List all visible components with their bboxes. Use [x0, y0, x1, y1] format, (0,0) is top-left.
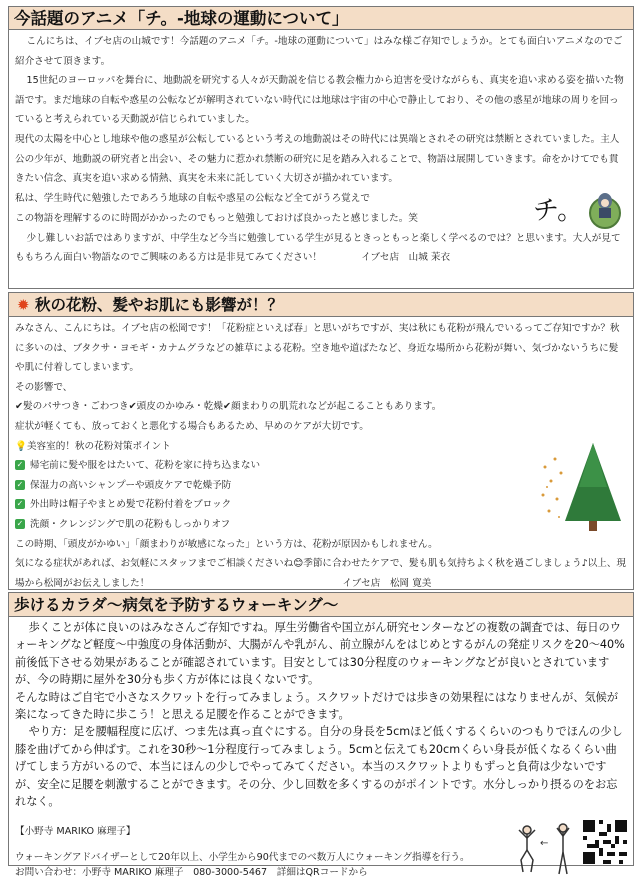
closing-paragraph: 気になる症状があれば、お気軽にスタッフまでご相談くださいね😊季節に合わせたケアで、髪も肌も気持ちよく秋を過ごしましょう♪以上、現場から松岡がお伝えしました！ イブセ店 松岡 寛美: [15, 558, 627, 589]
tips-heading: 💡美容室的！秋の花粉対策ポイント: [15, 440, 171, 452]
paragraph: やり方：足を腰幅程度に広げ、つま先は真っ直ぐにする。自分の身長を5cmほど低くするくらいのつもりでほんの少し膝を曲げてから伸ばす。これを30秒～1分程度行ってみましょう。5cmと伝えても20cmくらい身長が低くなるくらい曲げてしまう方がいるので、本当にほんの少しでやってみてください。本当のスクワットよりもずっと負荷は少ないですが、安全に足腰を刺激することができます。その分、少し回数を多くするのがポイントです。水分しっかり摂るのをお忘れなく。: [15, 725, 623, 809]
tip-item: ✓ 外出時は帽子やまとめ髪で花粉付着をブロック: [16, 499, 232, 511]
effects-list: ✔髪のパサつき・ごわつき✔頭皮のかゆみ・乾燥✔顔まわりの肌荒れなどが起こることもあります。: [15, 401, 442, 413]
profile-description: ウォーキングアドバイザーとして20年以上、小学生から90代までのべ数万人にウォーキング指導を行う。: [15, 851, 470, 863]
check-icon: ✓: [16, 479, 24, 489]
paragraph: 私は、学生時代に勉強したであろう地球の自転や惑星の公転など全てがうろ覚えで: [15, 193, 370, 205]
anime-logo: チ。: [533, 196, 584, 227]
paragraph: そんな時はご自宅で小さなスクワットを行ってみましょう。スクワットだけでは歩きの効果程にはなりませんが、気候が楽になってきた時に歩こう！と思える足腰を作ることができます。: [15, 690, 619, 722]
paragraph: この物語を理解するのに時間がかかったのでもっと勉強しておけば良かったと感じました。笑: [15, 212, 418, 224]
squat-illustration: [513, 820, 577, 880]
note: 症状が軽くても、放っておくと悪化する場合もあるため、早めのケアが大切です。: [15, 420, 369, 432]
paragraph: 歩くことが体に良いのはみなさんご存知ですね。厚生労働省や国立がん研究センターなどの複数の調査では、毎日のウォーキングなど軽度～中強度の身体活動が、大腸がんや乳がん、前立腺がんをはじめとするがんの発症リスクを20～40%前後低下させる効果があることが確認されています。目安としては30分程度のウォーキングなどが良いとされていますが、今の時期に屋外を30分も歩く方が体には良くないです。: [15, 621, 625, 687]
section-title: 歩けるカラダ～病気を予防するウォーキング～: [9, 593, 633, 617]
closing-text: 少し難しいお話ではありますが、中学生など今当に勉強している学生が見るときっともっと楽しく学べるのでは？と思います。大人が見てももちろん面白い物語なのでご興味のある方は是非見てみてください！: [15, 232, 621, 264]
tip-item: ✓ 洗顔・クレンジングで肌の花粉もしっかりオフ: [16, 518, 231, 530]
profile-name: 【小野寺 MARIKO 麻理子】: [15, 826, 136, 838]
contact-info: お問い合わせ：小野寺 MARIKO 麻理子 080-3000-5467 詳細はQRコードから: [15, 867, 368, 879]
pollen-tree-image: [537, 437, 627, 535]
signature: イブセ店 松岡 寛美: [342, 577, 432, 589]
check-icon: ✓: [16, 518, 24, 528]
article-pollen: [8, 292, 634, 590]
intro-paragraph: みなさん、こんにちは。イブセ店の松岡です！「花粉症といえば春」と思いがちですが、実は秋にも花粉が飛んでいるってご存知ですか？秋に多いのは、ブタクサ・ヨモギ・カナムグラなどの雑草による花粉。空き地や道ばたなど、身近な場所から花粉が舞い、気づかないうちに髪や肌に付着してしまいます。: [15, 323, 620, 374]
article-walking: [8, 592, 634, 879]
effects-heading: その影響で、: [15, 381, 73, 393]
qr-code[interactable]: [583, 820, 627, 868]
paragraph: 現代の太陽を中心とし地球や他の惑星が公転しているという考えの地動説はその時代には異端とされその研究は禁断とされていました。主人公の少年が、地動説の研究者と出会い、その魅力に惹かれ禁断の研究に足を踏み入れることで、物語は展開していきます。命をかけてでも貫きたい信念、真実を追い求める情熱、真実を未来に託していく大切さが描かれています。: [15, 133, 620, 185]
section-title: ✹ 秋の花粉、髪やお肌にも影響が！？: [9, 293, 633, 317]
paragraph: こんにちは、イブセ店の山城です！今話題のアニメ「チ。-地球の運動について」はみな様ご存知でしょうか。とても面白いアニメなのでご紹介させて頂きます。: [15, 36, 623, 67]
maple-leaf-icon: ✹: [17, 296, 30, 314]
section-title: 今話題のアニメ「チ。-地球の運動について」: [9, 7, 633, 30]
check-icon: ✓: [16, 460, 24, 470]
tip-item: ✓ 帰宅前に髪や服をはたいて、花粉を家に持ち込まない: [16, 460, 261, 472]
check-icon: ✓: [16, 499, 24, 509]
paragraph: [15, 229, 627, 268]
signature: イブセ店 山城 茉衣: [361, 252, 451, 264]
anime-character-image: [583, 189, 627, 229]
tip-item: ✓ 保湿力の高いシャンプーや頭皮ケアで乾燥予防: [16, 479, 232, 491]
svg-text:←: ←: [540, 838, 549, 850]
paragraph: 15世紀のヨーロッパを舞台に、地動説を研究する人々が天動説を信じる教会権力から迫害を受けながらも、真実を追い求める姿を描いた物語です。まだ地球の自転や惑星の公転などが解明されていない時代には地球は宇宙の中心で静止しており、その他の惑星が地球の周りを回っていると考えられている天動説が信じられていました。: [15, 75, 624, 126]
article-anime: [8, 6, 634, 289]
closing-line: この時期、「頭皮がかゆい」「顔まわりが敏感になった」という方は、花粉が原因かもしれません。: [15, 538, 438, 550]
